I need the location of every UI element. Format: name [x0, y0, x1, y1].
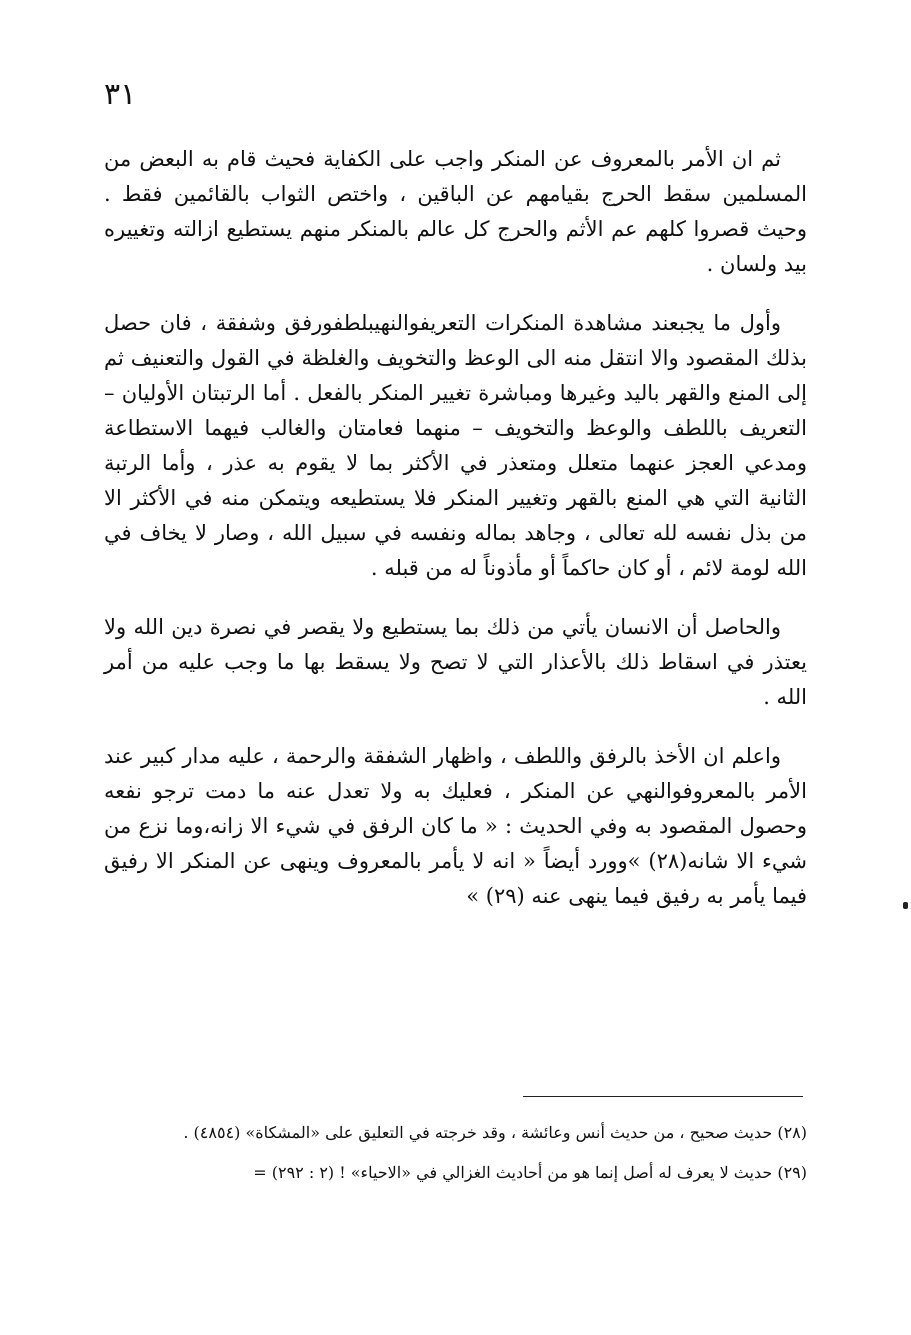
footnote-28: (٢٨) حديث صحيح ، من حديث أنس وعائشة ، وقد خرجته في التعليق على «المشكاة» (٤٨٥٤) .	[183, 1123, 807, 1142]
paragraph-1: ثم ان الأمر بالمعروف عن المنكر واجب على الكفاية فحيث قام به البعض من المسلمين سقط الحرج بقيامهم عن الباقين ، واختص الثواب بالقائمين فقط . وحيث قصروا كلهم عم الأثم والحرج كل عالم بالمنكر منهم يستطيع ازالته وتغييره بيد ولسان .	[104, 147, 807, 276]
paragraph-3: والحاصل أن الانسان يأتي من ذلك بما يستطيع ولا يقصر في نصرة دين الله ولا يعتذر في اسقاط ذلك بالأعذار التي لا تصح ولا يسقط بها ما وجب عليه من أمر الله .	[104, 615, 807, 709]
scan-mark	[903, 902, 908, 909]
footnote-separator	[523, 1096, 803, 1097]
paragraph-4: واعلم ان الأخذ بالرفق واللطف ، واظهار الشفقة والرحمة ، عليه مدار كبير عند الأمر بالمعروفوالنهي عن المنكر ، فعليك به ولا تعدل عنه ما دمت ترجو نفعه وحصول المقصود به وفي الحديث : « ما كان الرفق في شيء الا زانه،وما نزع من شيء الا شانه(٢٨) »وورد أيضاً « انه لا يأمر بالمعروف وينهى عن المنكر الا رفيق فيما يأمر به رفيق فيما ينهى عنه (٢٩) »	[104, 744, 807, 908]
paragraph-2: وأول ما يجبعند مشاهدة المنكرات التعريفوالنهيبلطفورفق وشفقة ، فان حصل بذلك المقصود والا انتقل منه الى الوعظ والتخويف والغلظة في القول والتعنيف ثم إلى المنع والقهر باليد وغيرها ومباشرة تغيير المنكر بالفعل . أما الرتبتان الأوليان – التعريف باللطف والوعظ والتخويف – منهما فعامتان والغالب فيهما الاستطاعة ومدعي العجز عنهما متعلل ومتعذر في الأكثر بما لا يقوم به عذر ، وأما الرتبة الثانية التي هي المنع بالقهر وتغيير المنكر فلا يستطيعه ويتمكن منه في الأكثر الا من بذل نفسه لله تعالى ، وجاهد بماله ونفسه في سبيل الله ، وصار لا يخاف في الله لومة لائم ، أو كان حاكماً أو مأذوناً له من قبله .	[104, 311, 807, 580]
page-number: ٣١	[104, 77, 137, 112]
footnote-29: (٢٩) حديث لا يعرف له أصل إنما هو من أحاديث الغزالي في «الاحياء» ! (٢ : ٢٩٢) =	[253, 1163, 807, 1182]
footnotes	[104, 1118, 807, 1198]
main-text	[104, 142, 807, 914]
